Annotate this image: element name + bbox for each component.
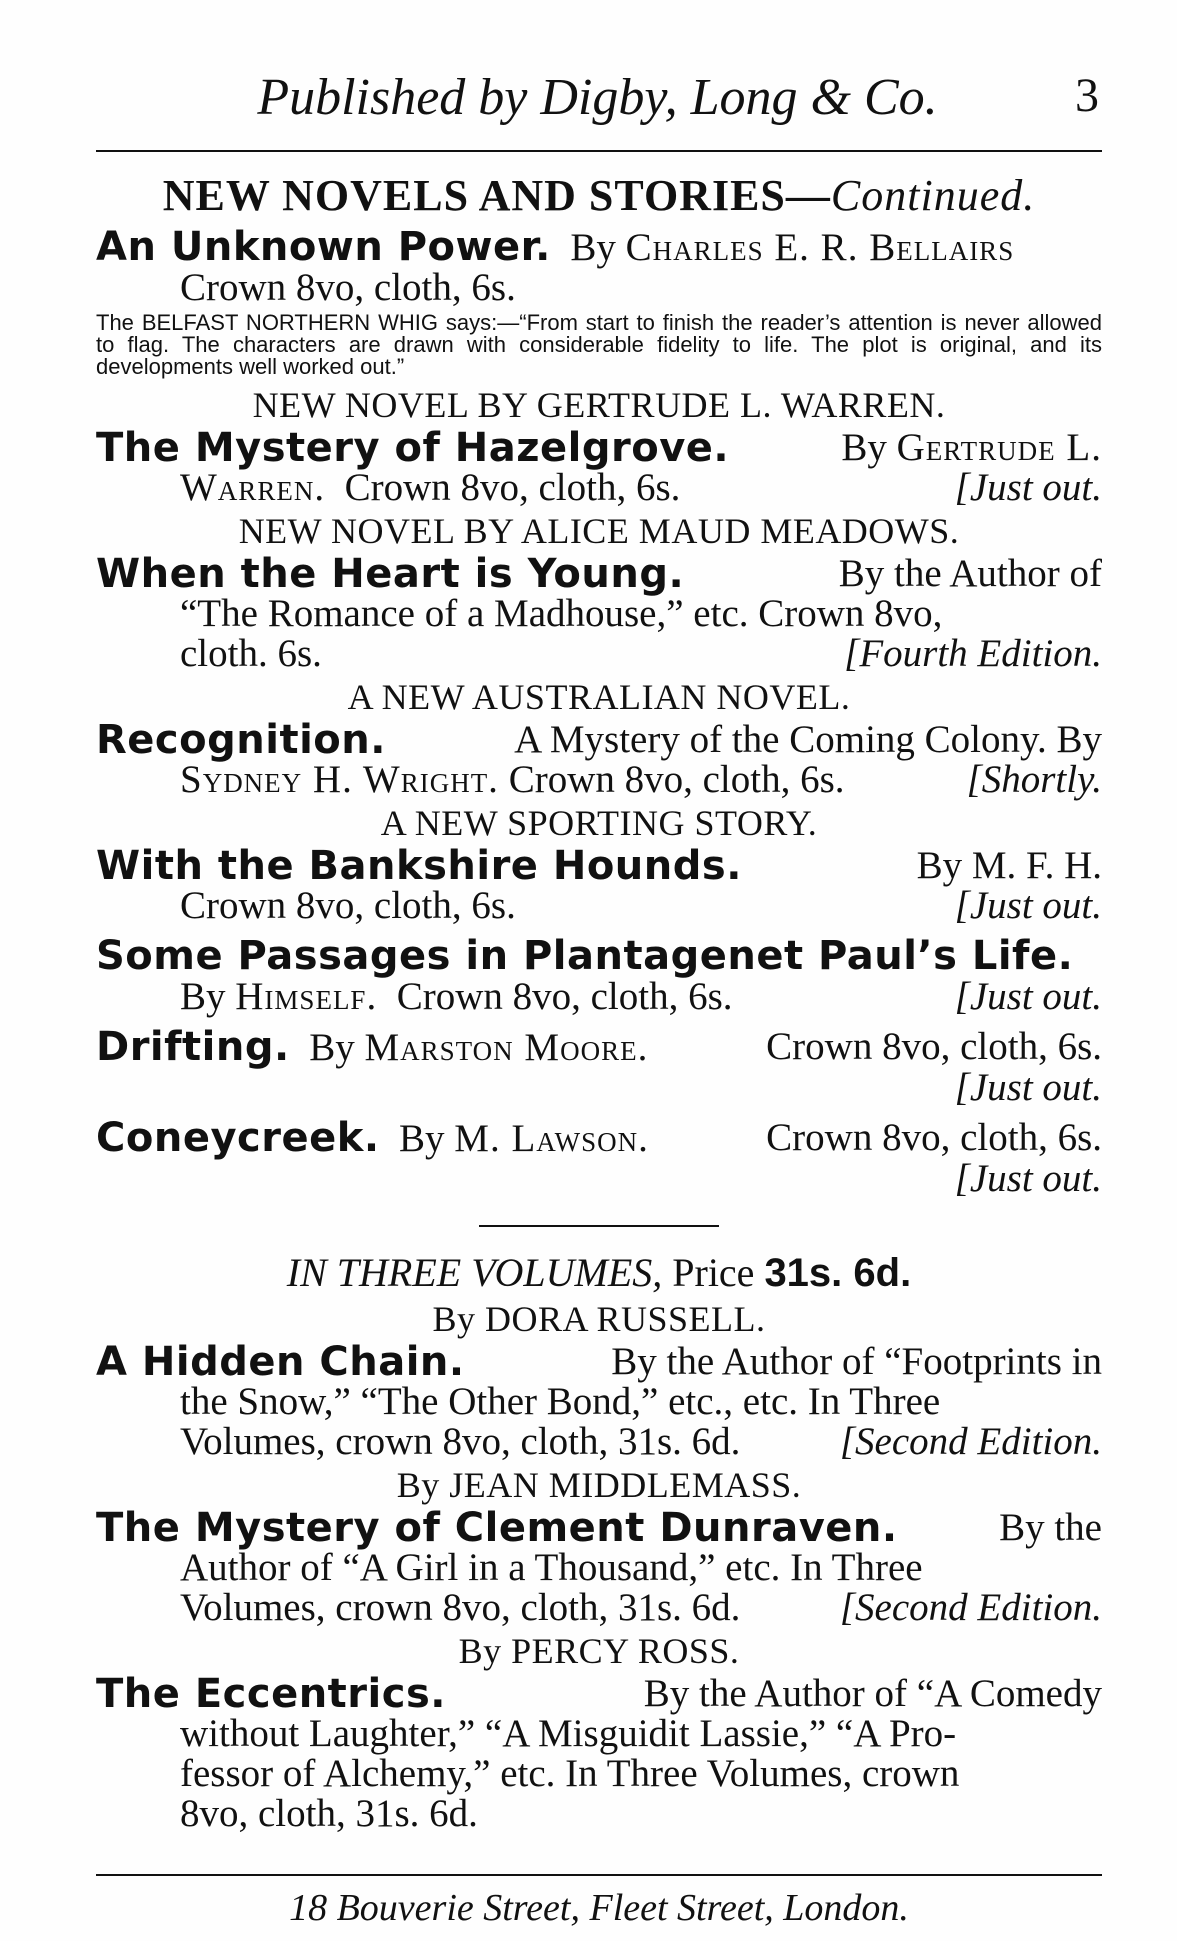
section-heading <box>96 170 1102 221</box>
byline: By the Author of “Footprints in <box>611 1340 1102 1383</box>
book-entry-drifting <box>96 1024 1102 1109</box>
book-title: Coneycreek. <box>96 1115 380 1161</box>
book-entry-eccentrics <box>96 1671 1102 1835</box>
book-entry-recognition <box>96 717 1102 801</box>
book-title: An Unknown Power. <box>96 224 551 270</box>
three-volumes-heading <box>96 1249 1102 1296</box>
header-rule <box>96 150 1102 152</box>
section-heading-main: NEW NOVELS AND STORIES— <box>162 171 831 220</box>
author-name-cont: Warren. <box>180 466 326 509</box>
status-note: [Fourth Edition. <box>844 632 1102 675</box>
book-detail: Author of “A Girl in a Thousand,” etc. In Three <box>180 1546 923 1589</box>
book-title: Some Passages in Plantagenet Paul’s Life. <box>96 933 1074 979</box>
by-label: By <box>399 1117 445 1160</box>
byline: By the Author of <box>838 552 1102 595</box>
book-title: With the Bankshire Hounds. <box>96 843 742 889</box>
status-note: [Just out. <box>954 975 1102 1018</box>
author-name: Gertrude L. <box>896 426 1102 469</box>
author-name: Sydney H. Wright. <box>180 758 499 801</box>
by-label: By <box>841 426 887 469</box>
section-label-russell: By DORA RUSSELL. <box>432 1299 766 1339</box>
byline: A Mystery of the Coming Colony. By <box>514 718 1102 761</box>
by-label: By <box>180 975 226 1018</box>
book-detail: “The Romance of a Madhouse,” etc. Crown 8vo, <box>180 592 943 635</box>
section-label-sporting: A NEW SPORTING STORY. <box>380 803 818 843</box>
author-name: Himself. <box>235 975 378 1018</box>
book-entry-unknown-power <box>96 224 1102 379</box>
book-title: Recognition. <box>96 717 386 763</box>
byline: By the <box>999 1506 1102 1549</box>
book-detail: without Laughter,” “A Misguidit Lassie,” “A Pro- <box>180 1712 957 1755</box>
book-entry-hazelgrove <box>96 425 1102 509</box>
book-detail-price: cloth. 6s. <box>180 632 322 675</box>
book-entry-plantagenet <box>96 933 1102 1018</box>
section-heading-continued: Continued. <box>830 171 1036 220</box>
book-title: The Mystery of Hazelgrove. <box>96 425 730 471</box>
footer-rule <box>96 1874 1102 1876</box>
status-note: [Second Edition. <box>839 1420 1102 1463</box>
status-note: [Just out. <box>954 1066 1102 1109</box>
book-detail: Crown 8vo, cloth, 6s. <box>508 758 845 801</box>
content <box>96 170 1102 1834</box>
byline: By M. F. H. <box>916 844 1102 887</box>
by-label: By <box>570 226 616 269</box>
price-value: 31s. 6d. <box>764 1251 912 1295</box>
book-title: Drifting. <box>96 1024 290 1070</box>
section-label-warren: NEW NOVEL BY GERTRUDE L. WARREN. <box>252 385 946 425</box>
book-entry-dunraven <box>96 1505 1102 1629</box>
book-title: When the Heart is Young. <box>96 551 685 597</box>
book-entry-hidden-chain <box>96 1339 1102 1463</box>
book-detail-price: Volumes, crown 8vo, cloth, 31s. 6d. <box>180 1420 741 1463</box>
running-header <box>96 68 1099 138</box>
by-label: By <box>309 1026 355 1069</box>
header-title: Published by Digby, Long & Co. <box>257 69 938 126</box>
author-name: Charles E. R. Bellairs <box>625 226 1015 269</box>
book-entry-bankshire <box>96 843 1102 927</box>
author-name: Marston Moore. <box>364 1026 649 1069</box>
status-note: [Just out. <box>954 1157 1102 1200</box>
section-label-ross: By PERCY ROSS. <box>458 1631 740 1671</box>
page-number: 3 <box>1075 69 1099 122</box>
book-detail: Crown 8vo, cloth, 6s. <box>766 1116 1102 1159</box>
book-detail-price: Volumes, crown 8vo, cloth, 31s. 6d. <box>180 1586 741 1629</box>
divider <box>479 1225 719 1227</box>
book-detail: Crown 8vo, cloth, 6s. <box>180 884 516 927</box>
book-detail: Crown 8vo, cloth, 6s. <box>396 975 733 1018</box>
author-name: M. Lawson. <box>454 1117 649 1160</box>
book-detail: the Snow,” “The Other Bond,” etc., etc. In Three <box>180 1380 941 1423</box>
section-label-australian: A NEW AUSTRALIAN NOVEL. <box>347 677 851 717</box>
book-detail: Crown 8vo, cloth, 6s. <box>766 1025 1102 1068</box>
book-entry-heart-young <box>96 551 1102 675</box>
book-detail: Crown 8vo, cloth, 6s. <box>180 266 516 309</box>
press-review: The BELFAST NORTHERN WHIG says:—“From start to finish the reader’s attention is never allowed to flag. The characters are drawn with considerable fidelity to life. The plot is original, and its developments well worked out.” <box>96 310 1102 379</box>
status-note: [Just out. <box>954 884 1102 927</box>
book-title: A Hidden Chain. <box>96 1339 465 1385</box>
book-title: The Mystery of Clement Dunraven. <box>96 1505 898 1551</box>
section-label-meadows: NEW NOVEL BY ALICE MAUD MEADOWS. <box>238 511 960 551</box>
book-title: The Eccentrics. <box>96 1671 446 1717</box>
footer-address: 18 Bouverie Street, Fleet Street, London. <box>289 1887 909 1929</box>
price-word: Price <box>672 1250 755 1295</box>
byline: By the Author of “A Comedy <box>643 1672 1102 1715</box>
volumes-label: IN THREE VOLUMES, <box>286 1250 663 1295</box>
book-detail: Crown 8vo, cloth, 6s. <box>344 466 681 509</box>
section-label-middlemass: By JEAN MIDDLEMASS. <box>396 1465 802 1505</box>
status-note: [Just out. <box>954 466 1102 509</box>
status-note: [Second Edition. <box>839 1586 1102 1629</box>
book-detail: fessor of Alchemy,” etc. In Three Volumes, crown <box>180 1752 960 1795</box>
book-entry-coneycreek <box>96 1115 1102 1200</box>
status-note: [Shortly. <box>966 758 1102 801</box>
book-detail-price: 8vo, cloth, 31s. 6d. <box>180 1792 478 1835</box>
